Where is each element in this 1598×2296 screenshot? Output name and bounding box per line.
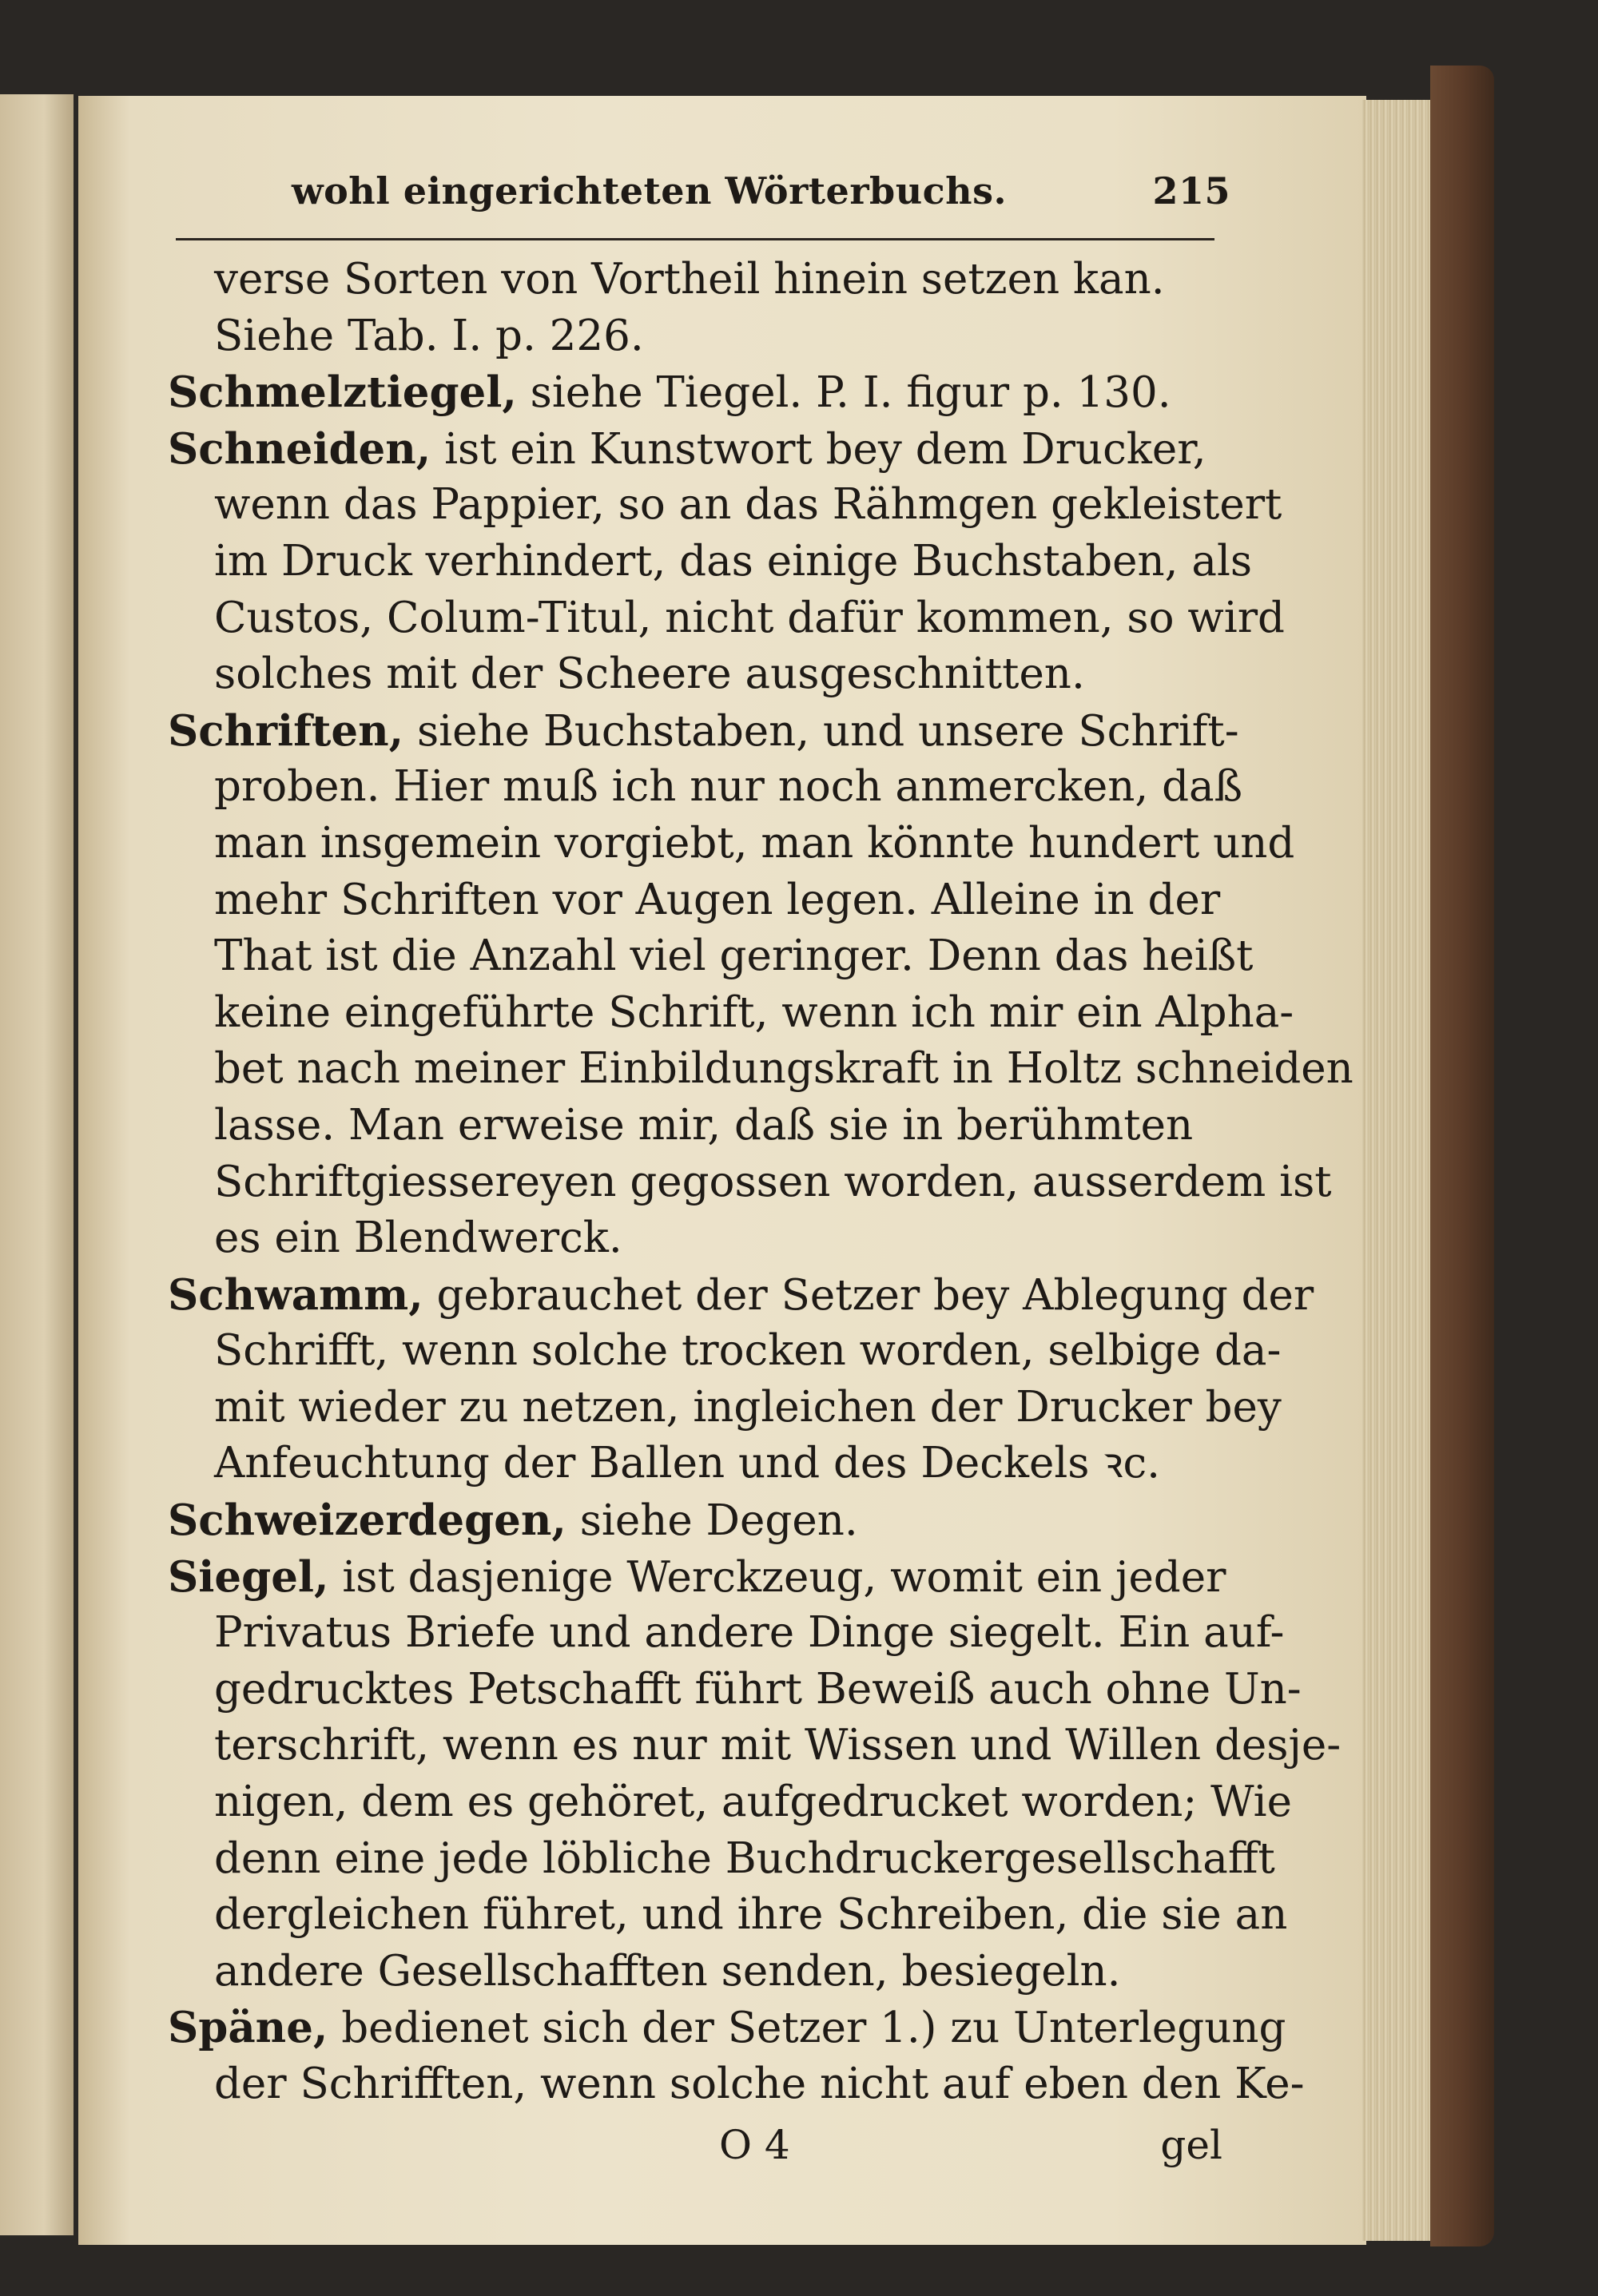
line-text: siehe Buchstaben, und unsere Schrift- bbox=[403, 706, 1239, 756]
page-number: 215 bbox=[1152, 169, 1230, 213]
book-cover-edge bbox=[1430, 66, 1494, 2246]
page-text-column bbox=[168, 169, 1354, 2177]
signature-mark: O 4 bbox=[719, 2121, 790, 2168]
text-line bbox=[168, 759, 1243, 816]
line-text: ist dasjenige Werckzeug, womit ein jeder bbox=[328, 1552, 1226, 1602]
entry-keyword: Späne, bbox=[168, 2003, 328, 2053]
line-text: That ist die Anzahl viel geringer. Denn das heißt bbox=[214, 932, 1254, 981]
body-text bbox=[168, 252, 1354, 2113]
text-line bbox=[168, 1210, 1230, 1267]
page-header bbox=[168, 169, 1230, 227]
text-line bbox=[168, 816, 1295, 872]
line-text: denn eine jede löbliche Buchdruckergesellschafft bbox=[214, 1833, 1275, 1883]
text-line bbox=[168, 1323, 1282, 1380]
line-text: nigen, dem es gehöret, aufgedrucket worden; Wie bbox=[214, 1778, 1292, 1827]
text-line bbox=[168, 646, 1230, 703]
line-text: Schriftgiessereyen gegossen worden, ausserdem ist bbox=[214, 1157, 1332, 1206]
line-text: gedrucktes Petschafft führt Beweiß auch ohne Un- bbox=[214, 1664, 1302, 1714]
entry-keyword: Schneiden, bbox=[168, 423, 431, 474]
line-text: Schrifft, wenn solche trocken worden, selbige da- bbox=[214, 1326, 1282, 1376]
entry-keyword: Schriften, bbox=[168, 705, 404, 756]
page-block-edges bbox=[1362, 100, 1434, 2241]
line-text: im Druck verhindert, das einige Buchstaben, als bbox=[214, 536, 1253, 586]
entry-headline bbox=[168, 703, 1239, 760]
page-footer bbox=[168, 2113, 1230, 2177]
entry-keyword: Schmelztiegel, bbox=[168, 367, 517, 418]
entry-headline bbox=[168, 364, 1230, 421]
text-line bbox=[168, 1436, 1230, 1492]
text-line bbox=[168, 1831, 1275, 1888]
line-text: wenn das Pappier, so an das Rähmgen gekleistert bbox=[214, 480, 1282, 530]
text-line bbox=[168, 1662, 1302, 1718]
line-text: terschrift, wenn es nur mit Wissen und Willen desje- bbox=[214, 1721, 1342, 1770]
line-text: solches mit der Scheere ausgeschnitten. bbox=[214, 649, 1085, 699]
line-text: man insgemein vorgiebt, man könnte hundert und bbox=[214, 818, 1295, 868]
entry-headline bbox=[168, 2000, 1286, 2056]
text-line bbox=[168, 1380, 1282, 1436]
line-text: Anfeuchtung der Ballen und des Deckels ꝛc. bbox=[214, 1439, 1161, 1488]
text-line bbox=[168, 1887, 1288, 1944]
text-line bbox=[168, 985, 1294, 1042]
text-line bbox=[168, 928, 1254, 985]
catchword: gel bbox=[1160, 2121, 1222, 2168]
line-text: es ein Blendwerck. bbox=[214, 1214, 622, 1263]
line-text: proben. Hier muß ich nur noch anmercken, daß bbox=[214, 762, 1243, 812]
line-text: lasse. Man erweise mir, daß sie in berühmten bbox=[214, 1100, 1194, 1150]
text-line bbox=[168, 1098, 1230, 1154]
line-text: andere Gesellschafften senden, besiegeln. bbox=[214, 1946, 1121, 1996]
entry-headline bbox=[168, 1549, 1230, 1606]
line-text: gebrauchet der Setzer bey Ablegung der bbox=[423, 1270, 1314, 1320]
text-line bbox=[168, 1041, 1354, 1098]
entry-headline bbox=[168, 1267, 1314, 1324]
text-line bbox=[168, 2056, 1305, 2113]
line-text: bedienet sich der Setzer 1.) zu Unterlegung bbox=[328, 2004, 1286, 2053]
line-text: Custos, Colum-Titul, nicht dafür kommen, so wird bbox=[214, 593, 1285, 642]
line-text: mit wieder zu netzen, ingleichen der Drucker bey bbox=[214, 1382, 1282, 1432]
entry-headline bbox=[168, 421, 1230, 478]
running-head: wohl eingerichteten Wörterbuchs. bbox=[292, 169, 1008, 213]
line-text: keine eingeführte Schrift, wenn ich mir ein Alpha- bbox=[214, 987, 1294, 1037]
line-text: Privatus Briefe und andere Dinge siegelt. Ein auf- bbox=[214, 1608, 1285, 1658]
header-rule bbox=[176, 238, 1214, 240]
line-text: mehr Schriften vor Augen legen. Alleine in der bbox=[214, 875, 1221, 924]
text-line bbox=[168, 477, 1282, 534]
line-text: siehe Tiegel. P. I. figur p. 130. bbox=[516, 368, 1171, 418]
line-text: dergleichen führet, und ihre Schreiben, die sie an bbox=[214, 1890, 1288, 1940]
text-line bbox=[168, 308, 1230, 365]
entry-headline bbox=[168, 1492, 1230, 1549]
entry-keyword: Siegel, bbox=[168, 1551, 329, 1602]
text-line bbox=[168, 1944, 1230, 2000]
text-line bbox=[168, 872, 1230, 929]
entry-keyword: Schwamm, bbox=[168, 1269, 423, 1320]
line-text: der Schrifften, wenn solche nicht auf eben den Ke- bbox=[214, 2060, 1305, 2108]
entry-keyword: Schweizerdegen, bbox=[168, 1496, 566, 1546]
text-line bbox=[168, 1718, 1342, 1774]
line-text: verse Sorten von Vortheil hinein setzen kan. bbox=[214, 255, 1165, 304]
text-line bbox=[168, 1154, 1332, 1211]
text-line bbox=[168, 1605, 1285, 1662]
line-text: ist ein Kunstwort bey dem Drucker, bbox=[431, 424, 1206, 474]
text-line bbox=[168, 1774, 1292, 1831]
text-line bbox=[168, 590, 1285, 647]
line-text: Siehe Tab. I. p. 226. bbox=[214, 311, 644, 360]
line-text: siehe Degen. bbox=[566, 1496, 858, 1546]
text-line bbox=[168, 534, 1253, 590]
left-page-edge bbox=[0, 94, 74, 2235]
text-line bbox=[168, 252, 1230, 308]
line-text: bet nach meiner Einbildungskraft in Holtz schneiden bbox=[214, 1044, 1354, 1094]
